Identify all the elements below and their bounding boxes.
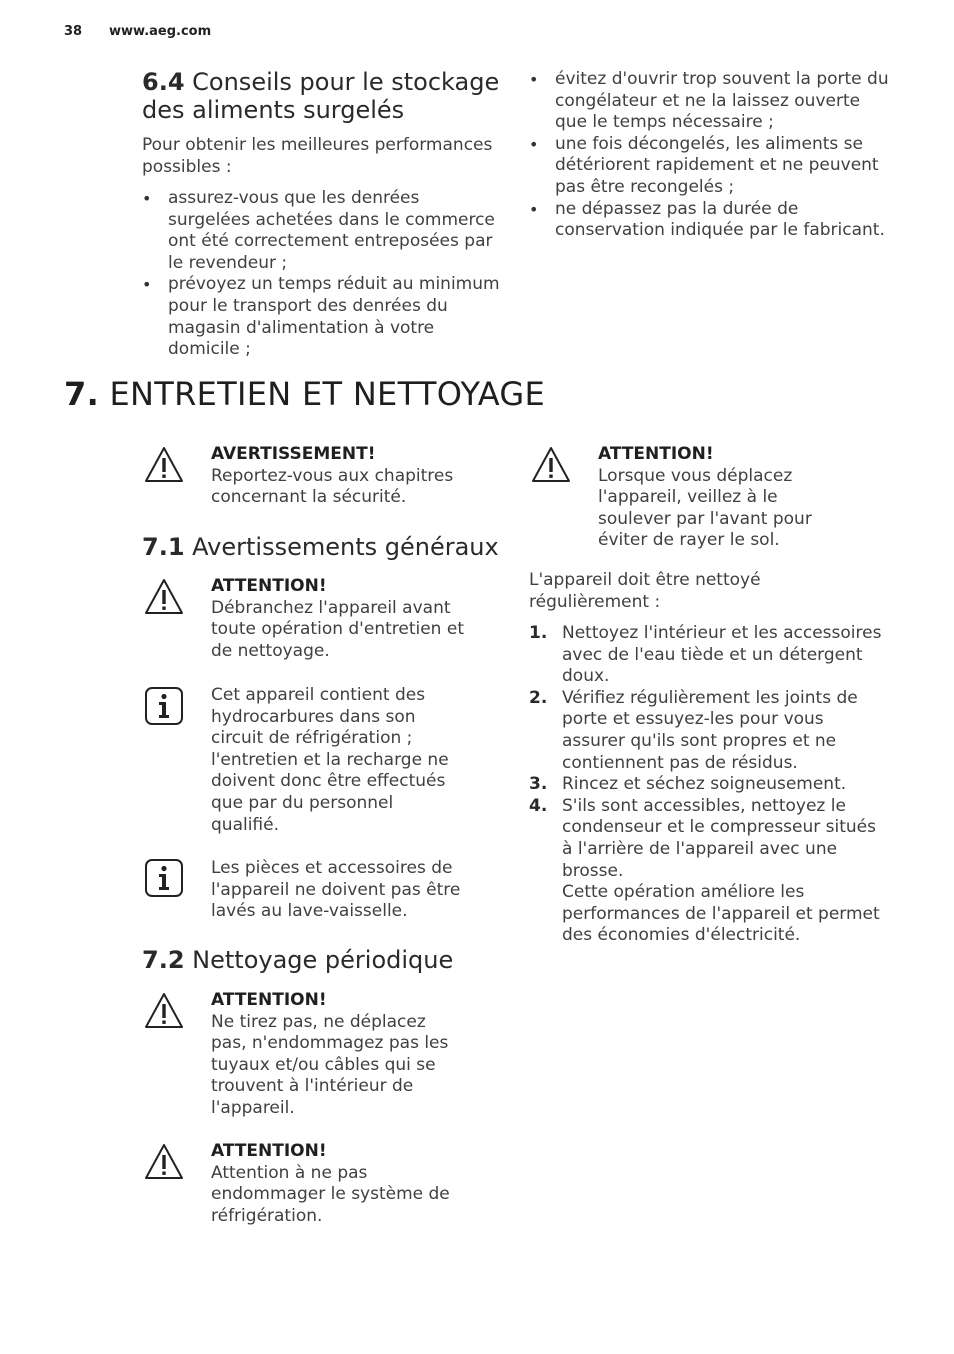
list-item: • prévoyez un temps réduit au minimum pour le transport des denrées du magasin d'alimentation à votre domicile ;: [142, 274, 502, 360]
chapter-number: 7.: [64, 375, 100, 413]
cleaning-intro: L'appareil doit être nettoyé régulièrement :: [529, 570, 761, 612]
info-icon: [144, 686, 184, 726]
warning-icon: [144, 577, 184, 617]
list-item: • une fois décongelés, les aliments se détériorent rapidement et ne peuvent pas être recongelés ;: [529, 134, 894, 199]
attention-notice: ATTENTION! Lorsque vous déplacez l'appareil, veillez à le soulever par l'avant pour éviter de rayer le sol.: [598, 444, 812, 551]
chapter-7-title: 7. ENTRETIEN ET NETTOYAGE: [64, 375, 546, 413]
website-url: www.aeg.com: [109, 24, 212, 39]
warning-icon: [144, 1142, 184, 1182]
list-item: • évitez d'ouvrir trop souvent la porte du congélateur et ne la laissez ouverte que le temps nécessaire ;: [529, 69, 894, 134]
attention-notice: ATTENTION! Attention à ne pas endommager le système de réfrigération.: [211, 1141, 450, 1226]
list-item: • ne dépassez pas la durée de conservation indiquée par le fabricant.: [529, 199, 894, 242]
section-number: 7.2: [142, 946, 185, 974]
attention-notice: ATTENTION! Débranchez l'appareil avant toute opération d'entretien et de nettoyage.: [211, 576, 464, 661]
list-item: 4. S'ils sont accessibles, nettoyez le condenseur et le compresseur situés à l'arrière de l'appareil avec une brosse. Cette opération améliore les performances de l'appareil et permet des économies d'électricité.: [529, 795, 880, 946]
page-number: 38: [64, 24, 83, 39]
warning-icon: [531, 445, 571, 485]
attention-notice: ATTENTION! Ne tirez pas, ne déplacez pas, n'endommagez pas les tuyaux et/ou câbles qui se trouvent à l'intérieur de l'appareil.: [211, 990, 449, 1118]
info-icon: [144, 858, 184, 898]
info-notice: Cet appareil contient des hydrocarbures dans son circuit de réfrigération ; l'entretien et la recharge ne doivent donc être effectués que par du personnel qualifié.: [211, 685, 449, 835]
section-number: 6.4: [142, 68, 185, 96]
warning-notice: AVERTISSEMENT! Reportez-vous aux chapitres concernant la sécurité.: [211, 444, 454, 508]
section-6-4-intro: Pour obtenir les meilleures performances possibles :: [142, 135, 493, 177]
section-7-2-title: 7.2 Nettoyage périodique: [142, 946, 454, 974]
section-6-4-list-left: [142, 188, 502, 361]
section-6-4-title: 6.4 Conseils pour le stockage des aliments surgelés: [142, 68, 500, 124]
info-notice: Les pièces et accessoires de l'appareil ne doivent pas être lavés au lave-vaisselle.: [211, 858, 461, 922]
warning-icon: [144, 991, 184, 1031]
section-6-4-list-right: [529, 69, 894, 242]
list-item: 1. Nettoyez l'intérieur et les accessoires avec de l'eau tiède et un détergent doux.: [529, 623, 882, 687]
section-number: 7.1: [142, 533, 185, 561]
list-item: 3. Rincez et séchez soigneusement.: [529, 774, 847, 795]
section-7-1-title: 7.1 Avertissements généraux: [142, 533, 499, 561]
list-item: • assurez-vous que les denrées surgelées achetées dans le commerce ont été correctement entreposées par le revendeur ;: [142, 188, 502, 274]
list-item: 2. Vérifiez régulièrement les joints de porte et essuyez-les pour vous assurer qu'ils sont propres et ne contiennent pas de résidus.: [529, 687, 858, 773]
cleaning-steps: [529, 623, 891, 947]
warning-icon: [144, 445, 184, 485]
